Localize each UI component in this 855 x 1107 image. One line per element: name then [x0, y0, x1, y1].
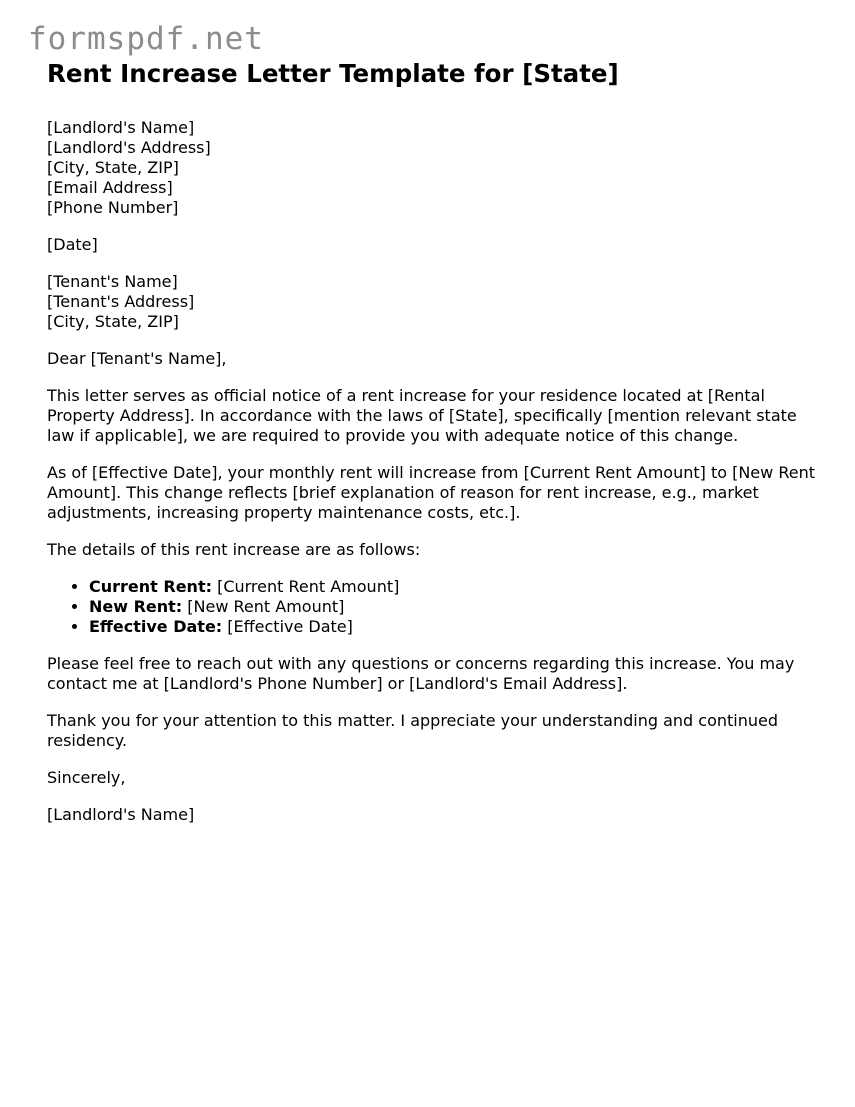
list-item	[89, 617, 817, 637]
recipient-address-block	[47, 272, 817, 332]
details-intro: The details of this rent increase are as follows:	[47, 540, 421, 559]
list-item	[89, 577, 817, 597]
recipient-city-state-zip: [City, State, ZIP]	[47, 312, 179, 331]
thanks-paragraph: Thank you for your attention to this matter. I appreciate your understanding and continued residency.	[47, 711, 779, 750]
contact-paragraph: Please feel free to reach out with any questions or concerns regarding this increase. You may contact me at [Landlord's Phone Number] or [Landlord's Email Address].	[47, 654, 795, 693]
letter-title: Rent Increase Letter Template for [State]	[47, 59, 619, 88]
watermark-logo: formspdf.net	[28, 21, 264, 57]
letter-date: [Date]	[47, 235, 98, 254]
recipient-address: [Tenant's Address]	[47, 292, 195, 311]
sender-address-block	[47, 118, 817, 218]
detail-value: [Current Rent Amount]	[211, 577, 400, 596]
detail-label: Current Rent:	[89, 577, 212, 596]
increase-paragraph: As of [Effective Date], your monthly rent will increase from [Current Rent Amount] to [New Rent Amount]. This change reflects [brief explanation of reason for rent increase, e.g., market adjustments, increasing property maintenance costs, etc.].	[47, 463, 815, 522]
detail-value: [New Rent Amount]	[182, 597, 345, 616]
details-list	[47, 577, 817, 637]
sender-email: [Email Address]	[47, 178, 173, 197]
sender-name: [Landlord's Name]	[47, 118, 195, 137]
detail-label: Effective Date:	[89, 617, 223, 636]
sender-phone: [Phone Number]	[47, 198, 179, 217]
detail-label: New Rent:	[89, 597, 183, 616]
letter-document	[47, 59, 817, 842]
detail-value: [Effective Date]	[222, 617, 353, 636]
sender-city-state-zip: [City, State, ZIP]	[47, 158, 179, 177]
recipient-name: [Tenant's Name]	[47, 272, 178, 291]
salutation: Dear [Tenant's Name],	[47, 349, 227, 368]
closing: Sincerely,	[47, 768, 126, 787]
notice-paragraph: This letter serves as official notice of a rent increase for your residence located at [Rental Property Address]. In accordance with the laws of [State], specifically [mention relevant state law if applicable], we are required to provide you with adequate notice of this change.	[47, 386, 797, 445]
list-item	[89, 597, 817, 617]
signature: [Landlord's Name]	[47, 805, 195, 824]
sender-address: [Landlord's Address]	[47, 138, 211, 157]
